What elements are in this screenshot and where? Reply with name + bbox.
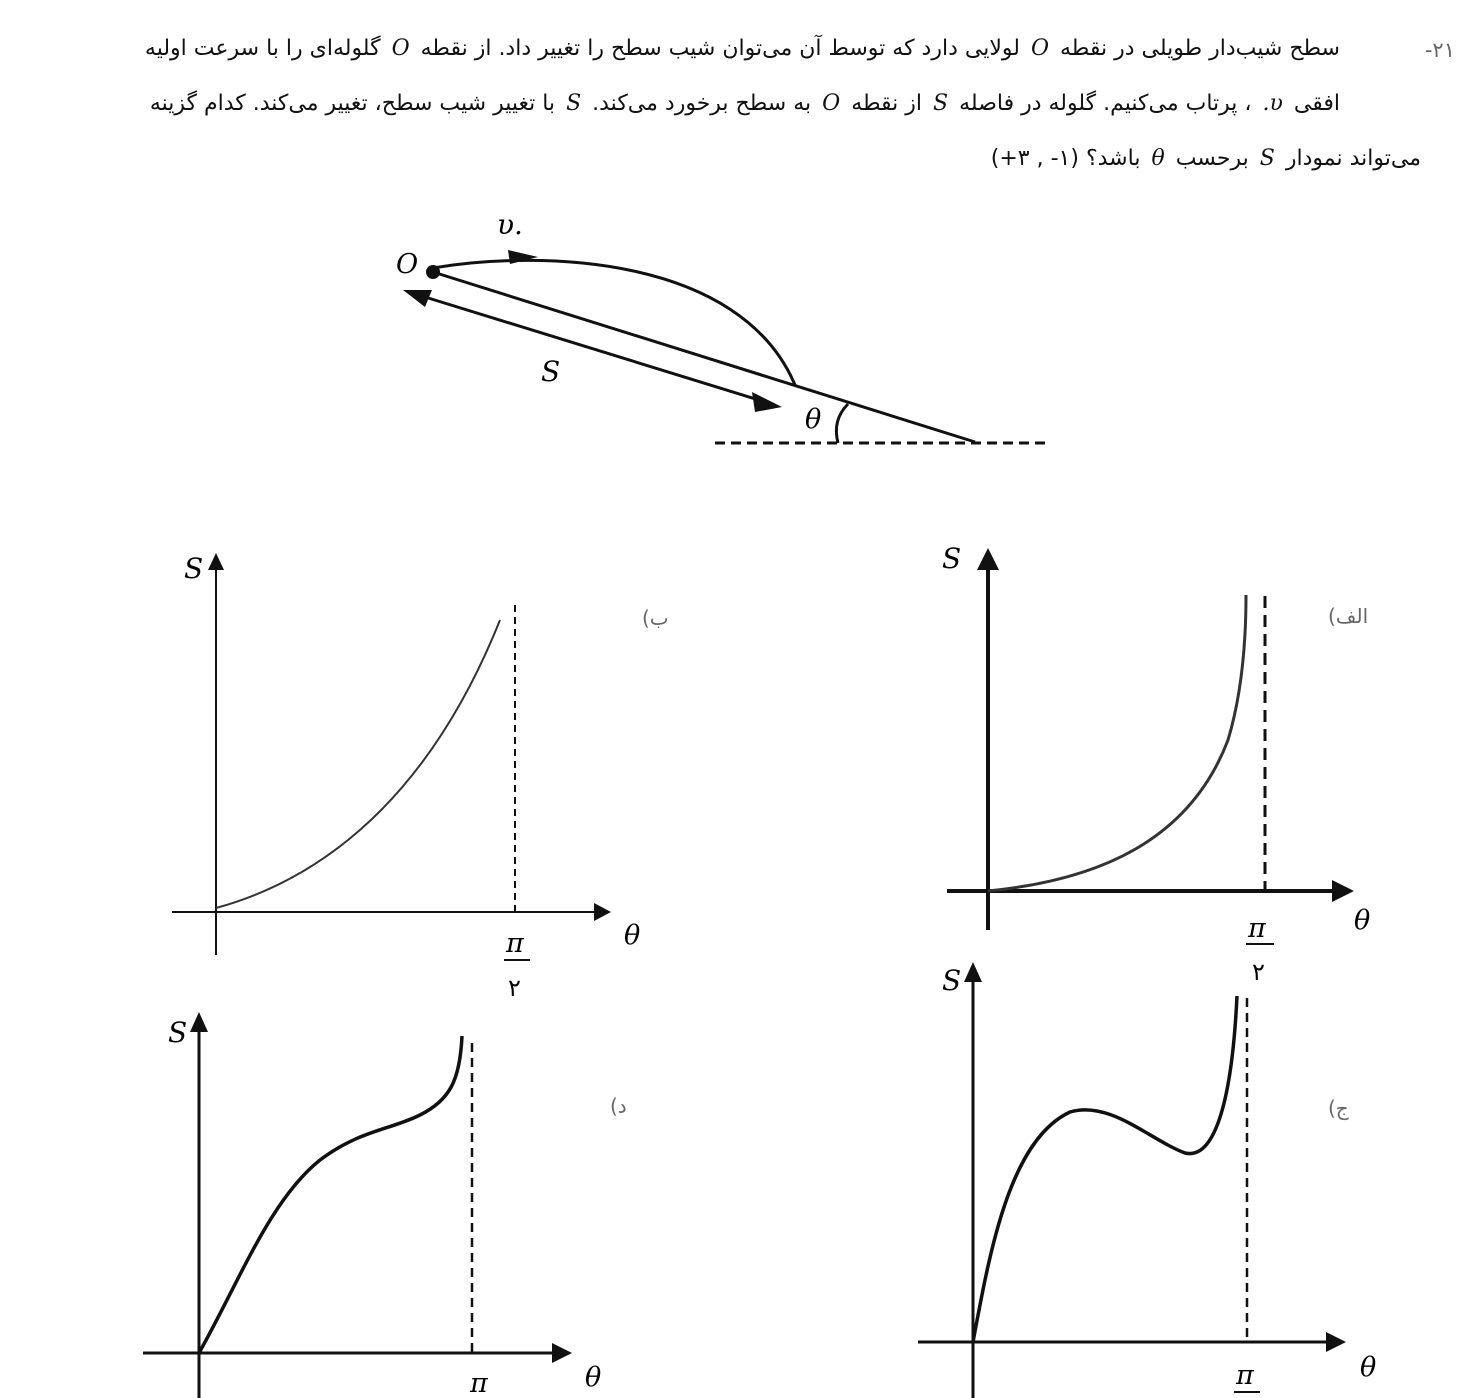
incline-diagram — [396, 208, 1048, 443]
asymptote-denominator: ۲ — [508, 974, 521, 1002]
incline-surface — [433, 272, 975, 442]
option-label-dal: د) — [610, 1094, 627, 1118]
x-label: θ — [624, 920, 641, 951]
x-axis-arrow — [1326, 1332, 1346, 1352]
y-axis-arrow — [208, 553, 224, 570]
distance-arrow-S — [425, 297, 775, 405]
option-label-alef: الف) — [1328, 604, 1369, 628]
asymptote-numerator: π — [1236, 1360, 1254, 1391]
label-theta: θ — [805, 404, 822, 435]
math-symbol: S — [933, 91, 949, 116]
asymptote-numerator: π — [1248, 913, 1266, 944]
projectile-trajectory — [433, 260, 795, 385]
graph-option-alef — [942, 542, 1370, 986]
x-axis-arrow — [1332, 880, 1354, 902]
label-S: S — [541, 355, 561, 388]
question-number: -۲۱ — [1424, 38, 1455, 62]
distance-arrow-head-right — [752, 392, 782, 412]
math-symbol: S — [566, 91, 582, 116]
math-symbol: O — [391, 36, 410, 61]
asymptote-label: π — [470, 1368, 488, 1398]
asymptote-numerator: π — [506, 928, 524, 959]
y-axis-arrow — [190, 1012, 208, 1032]
curve — [973, 996, 1237, 1342]
curve — [216, 620, 500, 908]
math-symbol: S — [1259, 146, 1275, 171]
y-label: S — [184, 552, 204, 585]
text: ، پرتاب می‌کنیم. گلوله در فاصله — [959, 91, 1252, 116]
asymptote-denominator: ۲ — [1252, 958, 1265, 986]
curve — [199, 1036, 462, 1353]
curve — [988, 595, 1246, 891]
option-label-be: ب) — [642, 606, 669, 630]
text: افقی — [1293, 91, 1340, 116]
y-label: S — [942, 542, 962, 575]
text: برحسب — [1175, 146, 1249, 171]
text: از نقطه — [851, 91, 923, 116]
x-label: θ — [1360, 1352, 1377, 1383]
label-v0: υ. — [497, 208, 523, 241]
y-label: S — [942, 964, 962, 997]
y-axis-arrow — [977, 548, 999, 570]
distance-arrow-head-left — [403, 290, 432, 307]
x-axis-arrow — [552, 1343, 572, 1363]
graph-option-jim — [918, 962, 1376, 1398]
text: باشد؟ (۱- , ۳+) — [990, 146, 1141, 171]
angle-arc-theta — [836, 404, 848, 443]
text: می‌تواند نمودار — [1285, 146, 1421, 171]
x-label: θ — [585, 1362, 602, 1393]
x-label: θ — [1354, 905, 1371, 936]
text: گلوله‌ای را با سرعت اولیه — [144, 36, 381, 61]
math-symbol: O — [1030, 36, 1049, 61]
math-symbol: O — [822, 91, 841, 116]
graph-option-be — [172, 552, 640, 1002]
graph-option-dal — [143, 1012, 601, 1398]
y-axis-arrow — [964, 962, 982, 982]
text: با تغییر شیب سطح، تغییر می‌کند. کدام گزینه — [149, 91, 556, 116]
y-label: S — [168, 1016, 188, 1049]
text: سطح شیب‌دار طویلی در نقطه — [1060, 36, 1340, 61]
math-symbol: υ. — [1262, 91, 1283, 116]
x-axis-arrow — [594, 903, 611, 921]
text: لولایی دارد که توسط آن می‌توان شیب سطح را تغییر داد. از نقطه — [420, 36, 1020, 61]
label-O: O — [396, 249, 419, 280]
text: به سطح برخورد می‌کند. — [592, 91, 812, 116]
math-symbol: θ — [1151, 146, 1165, 171]
option-label-jim: ج) — [1328, 1096, 1349, 1120]
